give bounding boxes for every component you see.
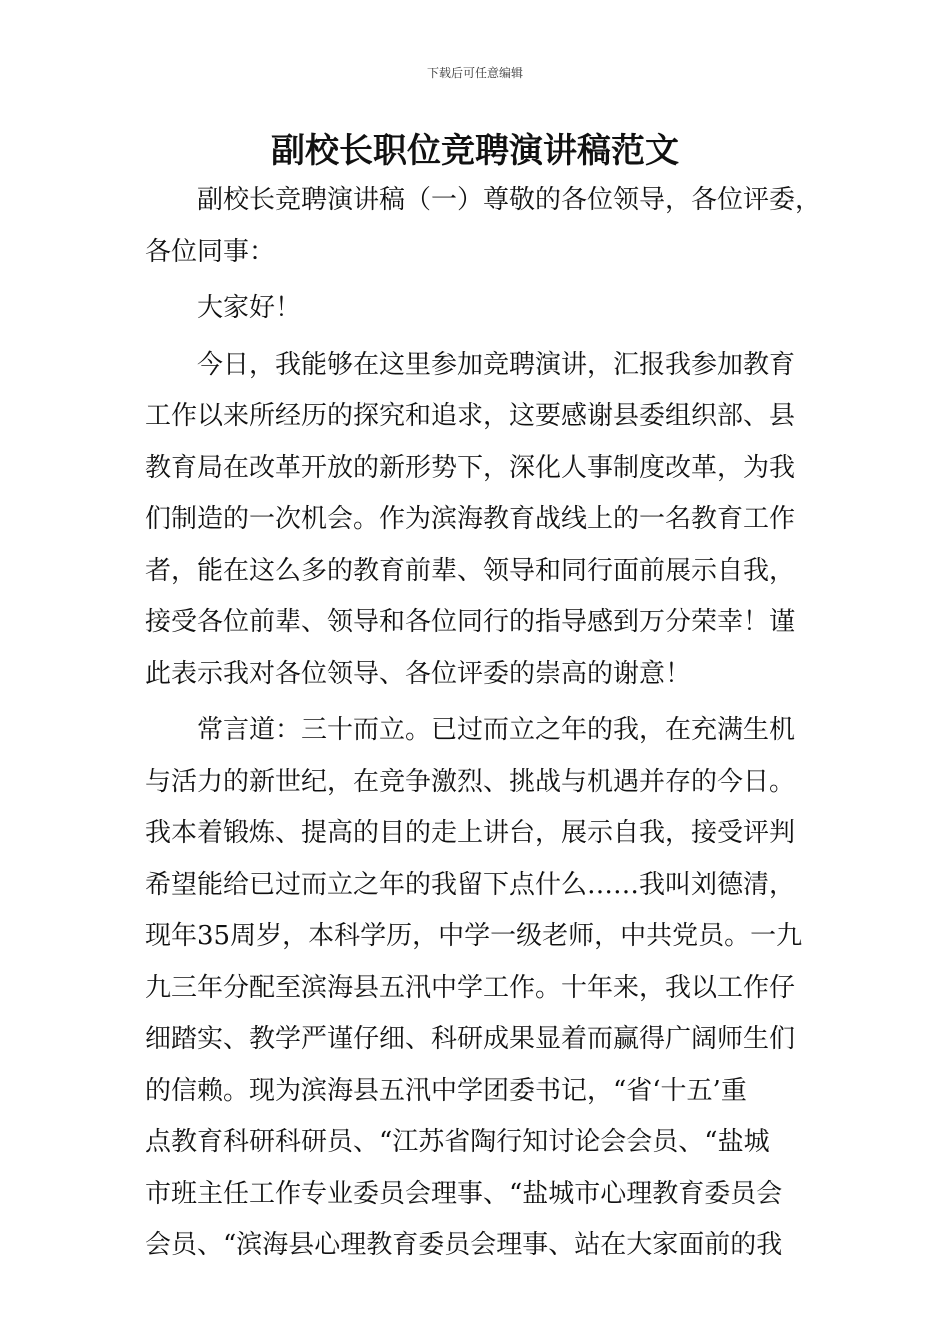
document-title: 副校长职位竞聘演讲稿范文 xyxy=(271,131,679,171)
text-line: 此表示我对各位领导、各位评委的崇高的谢意！ xyxy=(145,658,692,689)
header-note: 下载后可任意编辑 xyxy=(426,66,523,80)
text-line: 点教育科研科研员、“江苏省陶行知讨论会会员、“盐城 xyxy=(145,1127,770,1157)
text-line: 与活力的新世纪，在竞争激烈、挑战与机遇并存的今日。 xyxy=(145,766,796,797)
text-line: 副校长竞聘演讲稿（一）尊敬的各位领导，各位评委， xyxy=(197,185,822,215)
text-line: 我本着锻炼、提高的目的走上讲台，展示自我，接受评判 xyxy=(145,818,796,848)
paragraph-hello xyxy=(145,283,810,335)
text-line: 工作以来所经历的探究和追求，这要感谢县委组织部、县 xyxy=(145,401,796,431)
paragraph-intro xyxy=(145,340,810,701)
text-line: 今日，我能够在这里参加竞聘演讲，汇报我参加教育 xyxy=(197,349,796,380)
text-line: 的信赖。现为滨海县五汛中学团委书记，“省‘十五’重 xyxy=(145,1075,747,1106)
paragraph-greeting xyxy=(145,175,822,278)
text-line: 大家好！ xyxy=(197,293,302,323)
text-line: 市班主任工作专业委员会理事、“盐城市心理教育委员会 xyxy=(145,1178,783,1209)
text-line: 们制造的一次机会。作为滨海教育战线上的一名教育工作 xyxy=(145,504,796,534)
document-body xyxy=(145,175,822,1272)
text-line: 现年35周岁，本科学历，中学一级老师，中共党员。一九 xyxy=(145,921,803,951)
text-line: 者，能在这么多的教育前辈、领导和同行面前展示自我， xyxy=(145,555,796,586)
text-line: 会员、“滨海县心理教育委员会理事、站在大家面前的我 xyxy=(145,1230,783,1260)
text-line: 希望能给已过而立之年的我留下点什么……我叫刘德清， xyxy=(145,869,796,900)
paragraph-background xyxy=(145,705,810,1272)
text-line: 教育局在改革开放的新形势下，深化人事制度改革，为我 xyxy=(145,452,796,483)
text-line: 接受各位前辈、领导和各位同行的指导感到万分荣幸！谨 xyxy=(145,607,796,637)
text-line: 各位同事： xyxy=(145,236,276,267)
text-line: 九三年分配至滨海县五汛中学工作。十年来，我以工作仔 xyxy=(145,972,796,1003)
text-line: 细踏实、教学严谨仔细、科研成果显着而赢得广阔师生们 xyxy=(145,1024,796,1054)
text-line: 常言道：三十而立。已过而立之年的我，在充满生机 xyxy=(197,715,796,745)
